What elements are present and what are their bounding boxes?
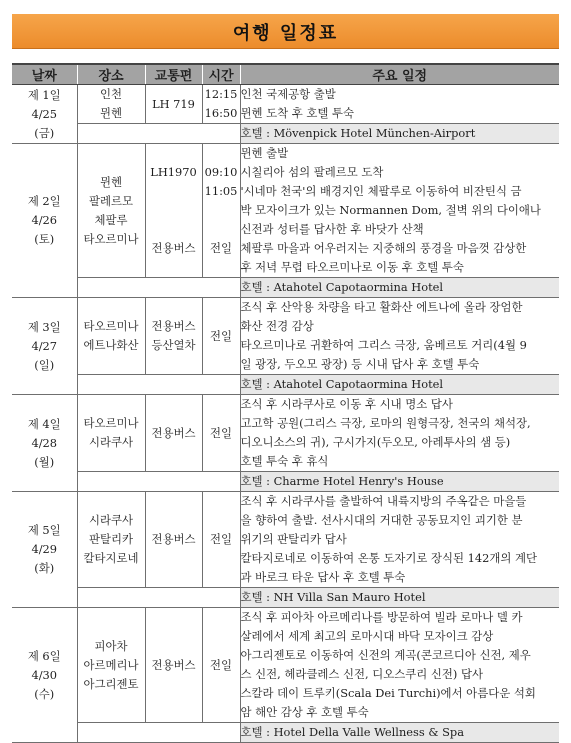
- time-value: 16:50: [204, 106, 238, 120]
- time-value: 12:15: [204, 87, 238, 101]
- plan-line: 조식 후 피아차 아르메리나를 방문하여 빌라 로마나 델 카: [240, 610, 523, 624]
- day-2-empty: [77, 278, 240, 298]
- day-5-date: [12, 492, 77, 608]
- day-2-hotel-row: [12, 278, 559, 298]
- day-2-date: [12, 144, 77, 298]
- day-6-plan: [240, 608, 559, 723]
- date-value: 4/27: [31, 338, 58, 353]
- plan-line: 뮌헨 도착 후 호텔 투숙: [240, 106, 355, 120]
- day-4-date: [12, 395, 77, 492]
- day-6-date: [12, 608, 77, 743]
- place-name: 판탈리카: [88, 532, 133, 546]
- day-3-times: 전일: [202, 298, 240, 375]
- plan-line: 박 모자이크가 있는 Normannen Dom, 절벽 위의 다이애나: [240, 203, 541, 217]
- plan-line: 을 향하여 출발. 선사시대의 거대한 공동묘지인 괴기한 분: [240, 513, 523, 527]
- day-2-place: [77, 144, 145, 278]
- date-weekday: (일): [34, 357, 55, 372]
- day-3-hotel: 호텔 : Atahotel Capotaormina Hotel: [240, 375, 559, 395]
- transport-value: 등산열차: [151, 338, 196, 352]
- day-6-times: 전일: [202, 608, 240, 723]
- header-transport: 교통편: [145, 64, 202, 85]
- plan-line: 후 저녁 무렵 타오르미나로 이동 후 호텔 투숙: [240, 260, 464, 274]
- day-5-empty: [77, 588, 240, 608]
- date-label: 제 1일: [27, 87, 61, 102]
- place-name: 아르메리나: [83, 657, 139, 672]
- day-4-empty: [77, 472, 240, 492]
- day-4-transport: 전용버스: [145, 395, 202, 472]
- place-name: 시라쿠사: [88, 435, 133, 449]
- date-value: 4/30: [31, 667, 58, 682]
- plan-line: 고고학 공원(그리스 극장, 로마의 원형극장, 천국의 채석장,: [240, 416, 531, 430]
- transport-value: 전용버스: [151, 319, 196, 333]
- transport-value: LH 719: [152, 96, 195, 111]
- plan-line: 신전과 성터를 답사한 후 바닷가 산책: [240, 222, 424, 236]
- place-name: 시라쿠사: [88, 513, 133, 527]
- day-3-place: [77, 298, 145, 375]
- plan-line: 스칼라 데이 트루키(Scala Dei Turchi)에서 아름다운 석회: [240, 686, 536, 700]
- date-weekday: (금): [34, 125, 55, 140]
- spacer: [146, 220, 202, 239]
- plan-line: 인천 국제공항 출발: [240, 87, 336, 101]
- plan-line: 아그리젠토로 이동하여 신전의 계곡(콘코르디아 신전, 제우: [240, 648, 531, 662]
- day-1-hotel: 호텔 : Mövenpick Hotel München-Airport: [240, 124, 559, 144]
- place-name: 타오르미나: [83, 319, 139, 333]
- plan-line: 과 바로크 타운 답사 후 호텔 투숙: [240, 570, 406, 584]
- day-4-row: [12, 395, 559, 472]
- day-2-transport: [145, 144, 202, 278]
- day-5-plan: [240, 492, 559, 588]
- day-1-transport: [145, 85, 202, 124]
- day-5-place: [77, 492, 145, 588]
- day-4-hotel-row: [12, 472, 559, 492]
- day-3-plan: [240, 298, 559, 375]
- plan-line: 타오르미나로 귀환하여 그리스 극장, 움베르토 거리(4월 9: [240, 338, 527, 352]
- plan-line: 화산 전경 감상: [240, 319, 314, 333]
- day-5-hotel-row: [12, 588, 559, 608]
- date-weekday: (수): [34, 686, 55, 701]
- plan-line: 조식 후 산악용 차량을 타고 활화산 에트나에 올라 장엄한: [240, 300, 523, 314]
- day-3-date: [12, 298, 77, 395]
- day-4-times: 전일: [202, 395, 240, 472]
- day-5-row: [12, 492, 559, 588]
- plan-line: 시칠리아 섬의 팔레르모 도착: [240, 165, 384, 179]
- plan-line: 조식 후 시라쿠사를 출발하여 내륙지방의 주옥같은 마을들: [240, 494, 527, 508]
- plan-line: 살레에서 세계 최고의 로마시대 바닥 모자이크 감상: [240, 629, 494, 643]
- day-6-transport: 전용버스: [145, 608, 202, 723]
- header-date: 날짜: [12, 64, 77, 85]
- day-1-row: [12, 85, 559, 124]
- day-6-row: [12, 608, 559, 723]
- day-3-hotel-row: [12, 375, 559, 395]
- plan-line: 호텔 투숙 후 휴식: [240, 454, 329, 468]
- day-1-empty: [77, 124, 240, 144]
- day-6-hotel: 호텔 : Hotel Della Valle Wellness & Spa: [240, 723, 559, 743]
- header-time: 시간: [202, 64, 240, 85]
- plan-line: 위기의 판탈리카 답사: [240, 532, 347, 546]
- plan-line: 암 해안 감상 후 호텔 투숙: [240, 705, 369, 719]
- date-label: 제 5일: [27, 523, 61, 537]
- date-weekday: (토): [34, 232, 55, 246]
- plan-line: 일 광장, 두오모 광장) 등 시내 답사 후 호텔 투숙: [240, 357, 480, 371]
- day-4-place: [77, 395, 145, 472]
- plan-line: 체팔루 마을과 어우러지는 지중해의 풍경을 마음껏 감상한: [240, 241, 527, 255]
- day-1-plan: [240, 85, 559, 124]
- title-bar: [12, 14, 559, 49]
- spacer: [146, 182, 202, 201]
- day-3-transport: [145, 298, 202, 375]
- place-name: 뮌헨: [99, 106, 122, 120]
- day-5-times: 전일: [202, 492, 240, 588]
- time-value: 전일: [209, 241, 232, 255]
- place-name: 피아차: [94, 638, 128, 653]
- place-name: 칼타지로네: [83, 551, 139, 565]
- day-1-date: [12, 85, 77, 144]
- day-1-place: [77, 85, 145, 124]
- day-2-times: [202, 144, 240, 278]
- day-5-transport: 전용버스: [145, 492, 202, 588]
- table-header-row: [12, 64, 559, 85]
- plan-line: '시네마 천국'의 배경지인 체팔루로 이동하여 비잔틴식 금: [240, 184, 522, 198]
- place-name: 체팔루: [94, 212, 128, 227]
- day-2-hotel: 호텔 : Atahotel Capotaormina Hotel: [240, 278, 559, 298]
- page-title: 여행 일정표: [232, 23, 339, 44]
- date-label: 제 4일: [27, 416, 61, 431]
- day-4-plan: [240, 395, 559, 472]
- day-2-plan: [240, 144, 559, 278]
- plan-line: 조식 후 시라쿠사로 이동 후 시내 명소 답사: [240, 397, 453, 411]
- place-name: 타오르미나: [83, 416, 139, 430]
- place-name: 인천: [99, 87, 122, 101]
- day-3-row: [12, 298, 559, 375]
- place-name: 뮌헨: [99, 174, 122, 189]
- date-weekday: (월): [34, 454, 55, 469]
- plan-line: 스 신전, 헤라클레스 신전, 디오스쿠리 신전) 답사: [240, 667, 483, 681]
- date-value: 4/26: [31, 213, 58, 227]
- spacer: [203, 220, 240, 239]
- place-name: 에트나화산: [83, 338, 139, 352]
- day-1-hotel-row: [12, 124, 559, 144]
- transport-value: LH1970: [150, 165, 197, 179]
- time-value: 11:05: [204, 184, 238, 198]
- transport-value: 전용버스: [151, 241, 196, 255]
- day-6-place: [77, 608, 145, 723]
- place-name: 타오르미나: [83, 231, 139, 246]
- date-label: 제 6일: [27, 648, 61, 663]
- day-1-times: [202, 85, 240, 124]
- itinerary-table: [12, 63, 559, 743]
- date-label: 제 3일: [27, 319, 61, 334]
- day-5-hotel: 호텔 : NH Villa San Mauro Hotel: [240, 588, 559, 608]
- plan-line: 뮌헨 출발: [240, 146, 289, 160]
- spacer: [146, 201, 202, 220]
- header-place: 장소: [77, 64, 145, 85]
- day-2-row: [12, 144, 559, 278]
- date-weekday: (화): [34, 561, 55, 575]
- date-value: 4/29: [31, 542, 58, 556]
- date-label: 제 2일: [27, 194, 61, 208]
- spacer: [203, 201, 240, 220]
- time-value: 09:10: [204, 165, 238, 179]
- day-4-hotel: 호텔 : Charme Hotel Henry's House: [240, 472, 559, 492]
- place-name: 팔레르모: [88, 193, 133, 208]
- plan-line: 디오니소스의 귀), 구시가지(두오모, 아레투사의 샘 등): [240, 435, 511, 449]
- date-value: 4/28: [31, 435, 58, 450]
- date-value: 4/25: [31, 106, 58, 121]
- place-name: 아그리젠토: [83, 676, 139, 691]
- plan-line: 칼타지로네로 이동하여 온통 도자기로 장식된 142개의 계단: [240, 551, 538, 565]
- header-plan: 주요 일정: [240, 64, 559, 85]
- day-3-empty: [77, 375, 240, 395]
